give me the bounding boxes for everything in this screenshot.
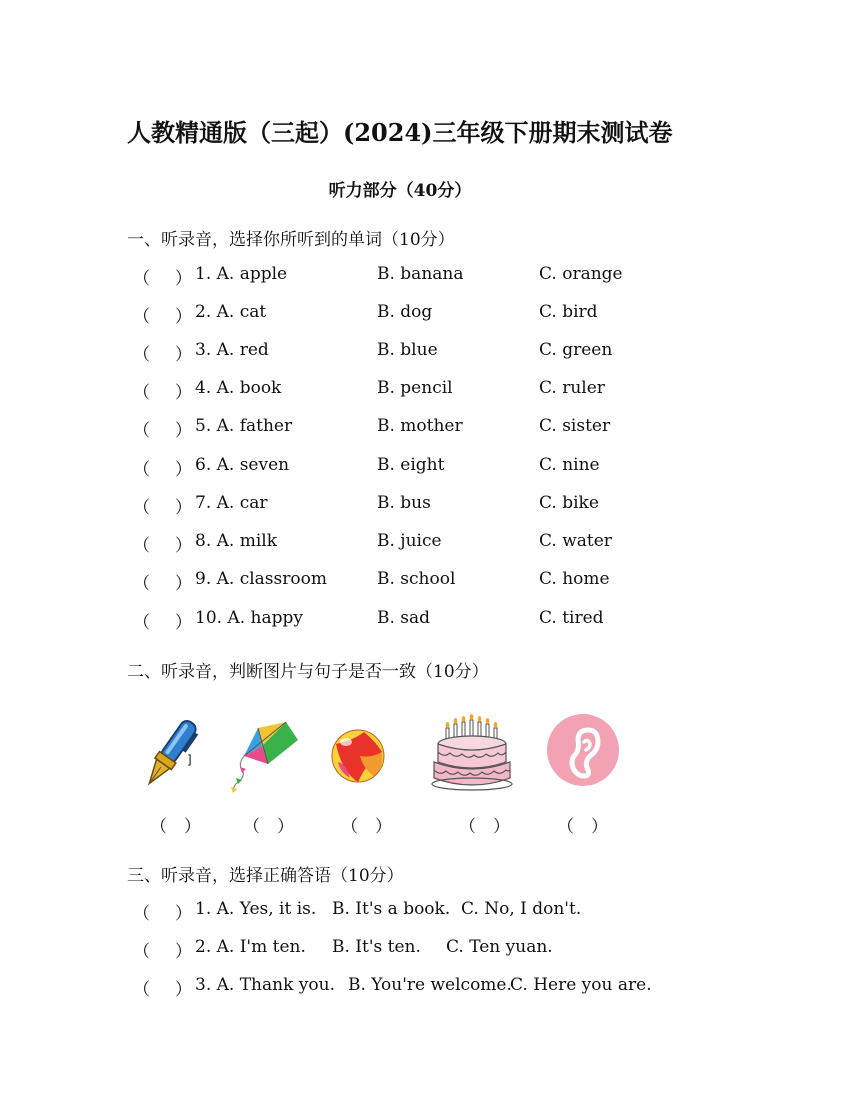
answer-paren-close: ）: [175, 613, 192, 633]
option-b: B. pencil: [377, 378, 453, 398]
answer-paren-open[interactable]: （: [133, 536, 150, 556]
answer-paren-open[interactable]: （: [133, 345, 150, 365]
option-b: B. mother: [377, 416, 463, 436]
svg-text:]: ]: [187, 753, 192, 767]
option-b: B. blue: [377, 340, 438, 360]
answer-paren-close: ）: [175, 574, 192, 594]
answer-paren-close: ）: [175, 345, 192, 365]
answer-paren-open[interactable]: （: [133, 904, 150, 924]
option-b: B. It's a book.: [332, 899, 451, 919]
option-a: 4. A. book: [195, 378, 282, 398]
option-b: B. dog: [377, 302, 433, 322]
option-c: C. No, I don't.: [461, 899, 582, 919]
option-b: B. school: [377, 569, 456, 589]
option-b: B. juice: [377, 531, 442, 551]
option-b: B. eight: [377, 455, 445, 475]
option-c: C. water: [539, 531, 612, 551]
option-a: 8. A. milk: [195, 531, 278, 551]
page-title: 人教精通版（三起）(2024)三年级下册期末测试卷: [127, 118, 673, 147]
answer-paren-close: ）: [175, 307, 192, 327]
option-c: C. Here you are.: [510, 975, 652, 995]
option-b: B. bus: [377, 493, 431, 513]
answer-paren-close: ）: [175, 421, 192, 441]
answer-paren-open[interactable]: （: [133, 307, 150, 327]
answer-paren-open[interactable]: （: [133, 574, 150, 594]
picture-answer-paren[interactable]: （ ）: [459, 817, 510, 837]
picture-answer-paren[interactable]: （ ）: [243, 817, 294, 837]
picture-answer-paren[interactable]: （ ）: [557, 817, 608, 837]
option-b: B. You're welcome.: [348, 975, 512, 995]
option-b: B. sad: [377, 608, 431, 628]
picture-answer-paren[interactable]: （ ）: [341, 817, 392, 837]
answer-paren-open[interactable]: （: [133, 460, 150, 480]
answer-paren-close: ）: [175, 498, 192, 518]
option-a: 9. A. classroom: [195, 569, 327, 589]
option-a: 7. A. car: [195, 493, 268, 513]
section-1-heading: 一、听录音，选择你所听到的单词（10分）: [127, 230, 455, 250]
option-c: C. sister: [539, 416, 611, 436]
kite-icon: [224, 712, 304, 801]
option-a: 1. A. apple: [195, 264, 288, 284]
answer-paren-close: ）: [175, 980, 192, 1000]
option-b: B. banana: [377, 264, 464, 284]
ear-icon: [544, 712, 624, 801]
answer-paren-open[interactable]: （: [133, 269, 150, 289]
answer-paren-open[interactable]: （: [133, 383, 150, 403]
option-a: 5. A. father: [195, 416, 293, 436]
answer-paren-close: ）: [175, 942, 192, 962]
option-c: C. ruler: [539, 378, 605, 398]
section-subtitle: 听力部分（40分）: [328, 181, 472, 201]
answer-paren-close: ）: [175, 536, 192, 556]
option-a: 2. A. I'm ten.: [195, 937, 306, 957]
option-a: 3. A. Thank you.: [195, 975, 335, 995]
answer-paren-open[interactable]: （: [133, 613, 150, 633]
option-a: 1. A. Yes, it is.: [195, 899, 317, 919]
section-3-heading: 三、听录音，选择正确答语（10分）: [127, 866, 404, 886]
option-a: 2. A. cat: [195, 302, 267, 322]
answer-paren-close: ）: [175, 460, 192, 480]
option-a: 10. A. happy: [195, 608, 303, 628]
option-b: B. It's ten.: [332, 937, 421, 957]
option-c: C. orange: [539, 264, 623, 284]
ball-icon: [330, 712, 390, 801]
answer-paren-open[interactable]: （: [133, 498, 150, 518]
option-c: C. bird: [539, 302, 598, 322]
option-c: C. tired: [539, 608, 604, 628]
option-c: C. green: [539, 340, 613, 360]
option-a: 3. A. red: [195, 340, 269, 360]
section-2-heading: 二、听录音，判断图片与句子是否一致（10分）: [127, 662, 489, 682]
answer-paren-open[interactable]: （: [133, 980, 150, 1000]
option-c: C. Ten yuan.: [446, 937, 553, 957]
picture-answer-paren[interactable]: （ ）: [150, 817, 201, 837]
answer-paren-open[interactable]: （: [133, 421, 150, 441]
option-a: 6. A. seven: [195, 455, 290, 475]
answer-paren-open[interactable]: （: [133, 942, 150, 962]
option-c: C. bike: [539, 493, 599, 513]
answer-paren-close: ）: [175, 383, 192, 403]
answer-paren-close: ）: [175, 269, 192, 289]
option-c: C. home: [539, 569, 610, 589]
answer-paren-close: ）: [175, 904, 192, 924]
birthday-cake-icon: [430, 712, 516, 801]
pen-icon: [140, 712, 200, 801]
option-c: C. nine: [539, 455, 600, 475]
